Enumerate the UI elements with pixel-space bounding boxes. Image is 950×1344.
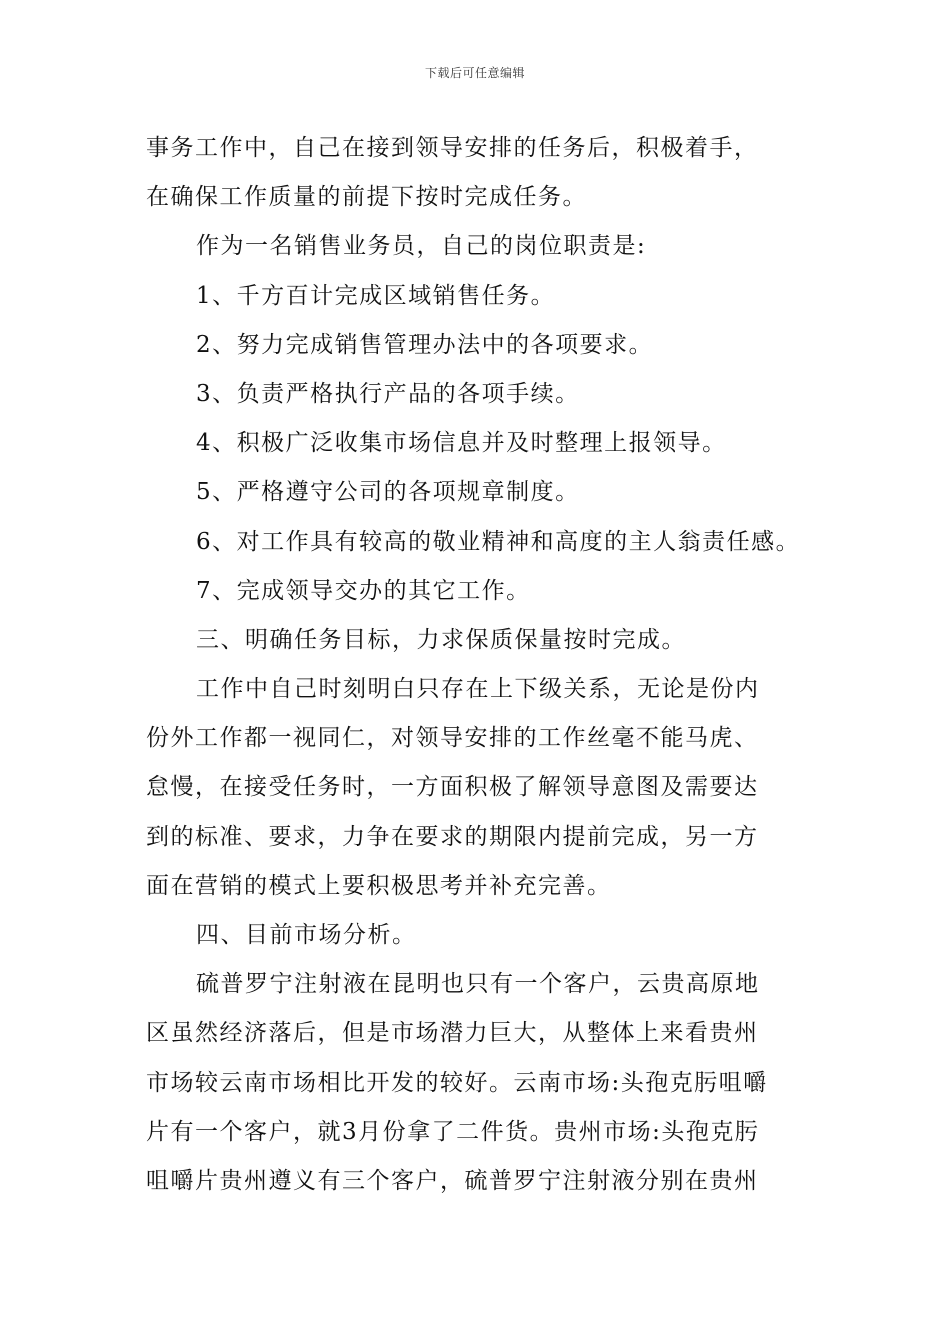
list-item: 4、积极广泛收集市场信息并及时整理上报领导。 [196, 430, 727, 457]
page-header-note: 下载后可任意编辑 [424, 66, 525, 80]
list-item: 7、完成领导交办的其它工作。 [196, 577, 531, 604]
text-line: 工作中自己时刻明白只存在上下级关系，无论是份内 [196, 676, 760, 703]
section-heading: 三、明确任务目标，力求保质保量按时完成。 [196, 626, 686, 653]
text-line: 咀嚼片贵州遵义有三个客户，硫普罗宁注射液分别在贵州 [146, 1167, 759, 1194]
text-line: 区虽然经济落后，但是市场潜力巨大，从整体上来看贵州 [146, 1020, 759, 1047]
text-line: 硫普罗宁注射液在昆明也只有一个客户，云贵高原地 [196, 971, 760, 998]
text-line: 事务工作中，自己在接到领导安排的任务后，积极着手， [146, 135, 759, 161]
list-item: 3、负责严格执行产品的各项手续。 [196, 380, 580, 407]
document-body [146, 124, 811, 1206]
list-item: 5、严格遵守公司的各项规章制度。 [196, 479, 580, 506]
section-heading: 四、目前市场分析。 [196, 922, 417, 948]
text-line: 作为一名销售业务员，自己的岗位职责是: [196, 233, 647, 260]
text-line: 片有一个客户，就3月份拿了二件货。贵州市场:头孢克肟 [146, 1118, 760, 1145]
text-line: 市场较云南市场相比开发的较好。云南市场:头孢克肟咀嚼 [146, 1069, 768, 1096]
text-line: 到的标准、要求，力争在要求的期限内提前完成，另一方 [146, 823, 759, 850]
list-item: 1、千方百计完成区域销售任务。 [196, 282, 556, 309]
text-line: 怠慢，在接受任务时，一方面积极了解领导意图及需要达 [146, 774, 759, 801]
text-line: 面在营销的模式上要积极思考并补充完善。 [146, 872, 612, 899]
text-line: 在确保工作质量的前提下按时完成任务。 [146, 184, 587, 211]
list-item: 2、努力完成销售管理办法中的各项要求。 [196, 331, 654, 358]
list-item: 6、对工作具有较高的敬业精神和高度的主人翁责任感。 [196, 528, 801, 555]
text-line: 份外工作都一视同仁，对领导安排的工作丝毫不能马虎、 [146, 725, 759, 752]
